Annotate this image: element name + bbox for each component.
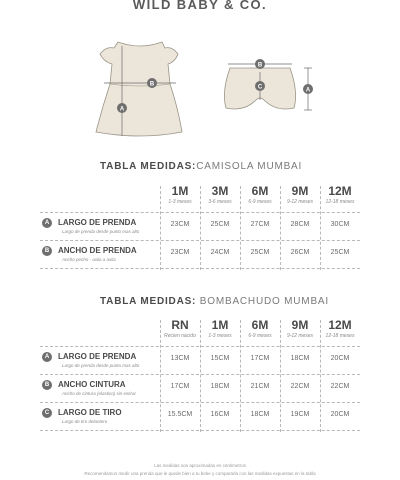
size-sub: 1-3 meses: [208, 333, 232, 339]
table1-size-col: [201, 184, 239, 206]
table-cell: 21CM: [250, 383, 270, 390]
table1-title-bold: TABLA MEDIDAS:: [100, 161, 197, 172]
size-label: 3M: [211, 184, 229, 198]
grid-line: [40, 212, 360, 213]
grid-line: [40, 240, 360, 241]
table2-title-bold: TABLA MEDIDAS:: [100, 296, 197, 307]
table2-title: [100, 296, 329, 307]
brand-title: WILD BABY & CO.: [132, 0, 268, 12]
table-row: [40, 404, 360, 430]
size-label: 9M: [291, 184, 309, 198]
table1-title: [100, 161, 302, 172]
table-cell: 15CM: [210, 355, 230, 362]
table-cell: 24CM: [210, 249, 230, 256]
table2-size-col: [161, 318, 199, 340]
row-sublabel: Ancho pecho - axila a axila: [62, 257, 116, 262]
table2-size-col: [321, 318, 359, 340]
table-cell: 26CM: [290, 249, 310, 256]
row-label: ANCHO DE PRENDA: [58, 246, 137, 255]
table-cell: 15.5CM: [167, 411, 193, 418]
table-row: [40, 376, 360, 402]
table-cell: 25CM: [250, 249, 270, 256]
grid-line: [40, 374, 360, 375]
size-sub: 1-3 meses: [168, 199, 192, 205]
table-cell: 23CM: [170, 249, 190, 256]
table2: [40, 318, 360, 436]
size-sub: Recien nacido: [164, 333, 196, 339]
dress-label-a: A: [119, 106, 125, 113]
size-label: RN: [171, 318, 189, 332]
row-badge: B: [42, 246, 52, 256]
size-label: 12M: [328, 318, 352, 332]
row-sublabel: Largo de prenda desde punto mas alto: [62, 229, 140, 234]
footer-note-2: Recomendamos medir una prenda que le quede bien a tu bebe y compararla con las medidas expuestas en la tabla: [84, 471, 316, 476]
table-cell: 20CM: [330, 411, 350, 418]
table-cell: 16CM: [210, 411, 230, 418]
table-cell: 27CM: [250, 221, 270, 228]
table-cell: 25CM: [330, 249, 350, 256]
size-label: 6M: [251, 184, 269, 198]
size-sub: 12-18 meses: [325, 199, 355, 205]
row-badge: B: [42, 380, 52, 390]
size-sub: 9-12 meses: [286, 333, 314, 339]
table-cell: 23CM: [170, 221, 190, 228]
table-cell: 13CM: [170, 355, 190, 362]
table-row: [40, 348, 360, 374]
size-label: 9M: [291, 318, 309, 332]
size-sub: 12-18 meses: [325, 333, 355, 339]
size-sub: 3-6 meses: [208, 199, 232, 205]
grid-line: [40, 268, 360, 269]
row-label: ANCHO CINTURA: [58, 380, 126, 389]
dress-label-b: B: [149, 81, 155, 88]
table-cell: 22CM: [330, 383, 350, 390]
table-cell: 30CM: [330, 221, 350, 228]
dress-drawing: [96, 42, 182, 136]
row-label: LARGO DE PRENDA: [58, 352, 137, 361]
table2-size-col: [281, 318, 319, 340]
table-row: [40, 242, 360, 268]
row-sublabel: Largo de prenda desde punto mas alto: [62, 363, 140, 368]
table-cell: 25CM: [210, 221, 230, 228]
size-sub: 9-12 meses: [286, 199, 314, 205]
table-cell: 17CM: [250, 355, 270, 362]
row-badge: C: [42, 408, 52, 418]
table-cell: 18CM: [290, 355, 310, 362]
grid-line: [40, 346, 360, 347]
table1-size-col: [161, 184, 199, 206]
garment-illustration: [0, 28, 400, 158]
table1-size-col: [281, 184, 319, 206]
size-sub: 6-9 meses: [248, 333, 272, 339]
row-sublabel: Ancho de cintura (elastico) sin estirar: [62, 391, 137, 396]
table1-title-light: CAMISOLA MUMBAI: [196, 161, 303, 172]
table1: [40, 184, 360, 274]
size-label: 1M: [171, 184, 189, 198]
grid-line: [40, 430, 360, 431]
row-badge: A: [42, 352, 52, 362]
bloomer-drawing: [224, 59, 313, 110]
table2-size-col: [241, 318, 279, 340]
table1-size-col: [241, 184, 279, 206]
bloomer-label-a: A: [305, 87, 311, 94]
row-sublabel: Largo de tiro delantero: [62, 419, 108, 424]
table2-title-light: BOMBACHUDO MUMBAI: [199, 296, 329, 307]
row-label: LARGO DE PRENDA: [58, 218, 137, 227]
table2-size-col: [201, 318, 239, 340]
size-label: 12M: [328, 184, 352, 198]
row-label: LARGO DE TIRO: [58, 408, 122, 417]
size-sub: 6-9 meses: [248, 199, 272, 205]
bloomer-label-b: B: [257, 62, 263, 69]
table-cell: 22CM: [290, 383, 310, 390]
table-cell: 28CM: [290, 221, 310, 228]
footer-note-1: Las medidas son aproximadas en centimetros: [154, 463, 246, 468]
row-badge: A: [42, 218, 52, 228]
table-cell: 18CM: [250, 411, 270, 418]
table-cell: 18CM: [210, 383, 230, 390]
grid-line: [40, 402, 360, 403]
table-cell: 19CM: [290, 411, 310, 418]
table-cell: 20CM: [330, 355, 350, 362]
table-row: [40, 214, 360, 240]
table-cell: 17CM: [170, 383, 190, 390]
size-label: 6M: [251, 318, 269, 332]
size-label: 1M: [211, 318, 229, 332]
bloomer-label-c: C: [257, 84, 263, 91]
table1-size-col: [321, 184, 359, 206]
